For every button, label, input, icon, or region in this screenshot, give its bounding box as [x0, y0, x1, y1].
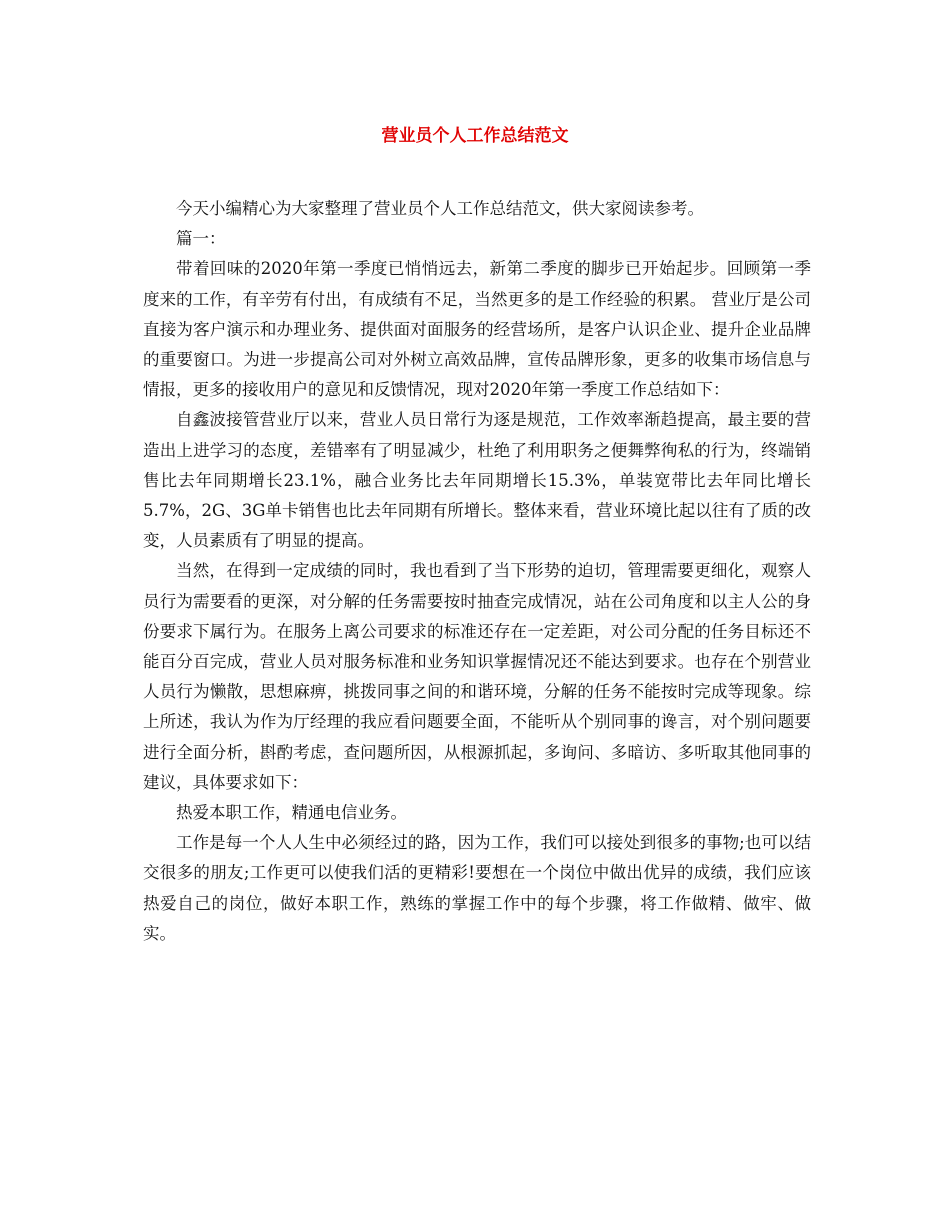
- paragraph-section-label: 篇一：: [176, 229, 226, 249]
- paragraph-achievements: 自鑫波接管营业厅以来，营业人员日常行为逐是规范，工作效率渐趋提高，最主要的营造出上进学习的态度，差错率有了明显减少，杜绝了利用职务之便舞弊徇私的行为，终端销售比去年同期增长23.1%，融合业务比去年同期增长15.3%，单装宽带比去年同比增长5.7%，2G、3G单卡销售也比去年同期有所增长。整体来看，营业环境比起以往有了质的改变，人员素质有了明显的提高。: [143, 410, 811, 551]
- document-title: 营业员个人工作总结范文: [381, 126, 569, 146]
- paragraph-review: 带着回味的2020年第一季度已悄悄远去，新第二季度的脚步已开始起步。回顾第一季度来的工作，有辛劳有付出，有成绩有不足，当然更多的是工作经验的积累。 营业厅是公司直接为客户演示和办理业务、提供面对面服务的经营场所，是客户认识企业、提升企业品牌的重要窗口。为进一步提高公司对外树立高效品牌，宣传品牌形象，更多的收集市场信息与情报，更多的接收用户的意见和反馈情况，现对2020年第一季度工作总结如下：: [143, 259, 811, 400]
- paragraph-shortcomings: 当然，在得到一定成绩的同时，我也看到了当下形势的迫切，管理需要更细化，观察人员行为需要看的更深，对分解的任务需要按时抽查完成情况，站在公司角度和以主人公的身份要求下属行为。在服务上离公司要求的标准还存在一定差距，对公司分配的任务目标还不能百分百完成，营业人员对服务标准和业务知识掌握情况还不能达到要求。也存在个别营业人员行为懒散，思想麻痹，挑拨同事之间的和谐环境，分解的任务不能按时完成等现象。综上所述，我认为作为厅经理的我应看问题要全面，不能听从个别同事的谗言，对个别问题要进行全面分析，斟酌考虑，查问题所因，从根源抓起，多询问、多暗访、多听取其他同事的建议，具体要求如下：: [143, 561, 811, 792]
- document-body: [143, 194, 811, 949]
- paragraph-requirement-heading: 热爱本职工作，精通电信业务。: [176, 803, 407, 823]
- paragraph-intro: 今天小编精心为大家整理了营业员个人工作总结范文，供大家阅读参考。: [176, 199, 704, 218]
- paragraph-work-attitude: 工作是每一个人人生中必须经过的路，因为工作，我们可以接处到很多的事物;也可以结交很多的朋友;工作更可以使我们活的更精彩!要想在一个岗位中做出优异的成绩，我们应该热爱自己的岗位，做好本职工作，熟练的掌握工作中的每个步骤，将工作做精、做牢、做实。: [143, 833, 811, 943]
